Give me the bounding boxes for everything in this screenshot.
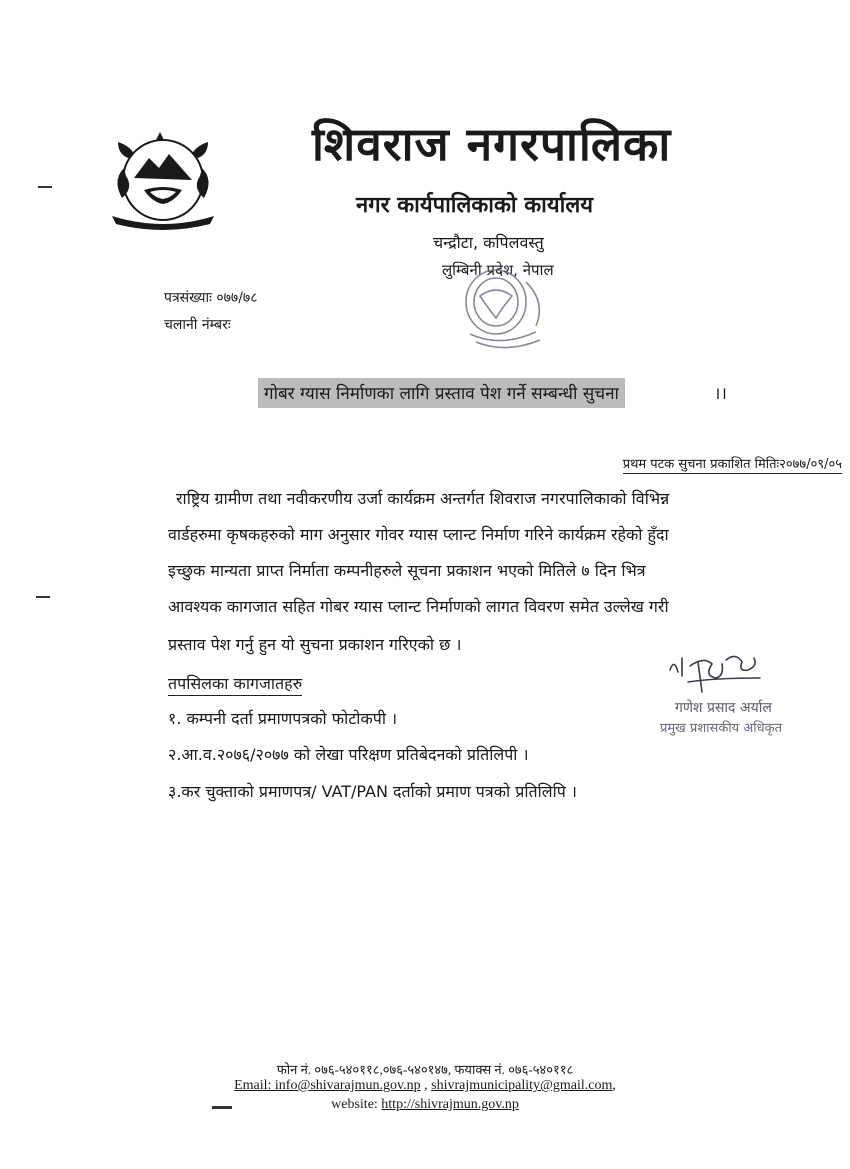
email-end: , xyxy=(612,1078,616,1093)
municipality-seal-stamp-icon xyxy=(440,262,562,354)
body-line: इच्छुक मान्यता प्राप्त निर्माता कम्पनीहरुले सूचना प्रकाशन भएको मितिले ७ दिन भित्र xyxy=(168,561,646,580)
subject-end-mark: ।। xyxy=(714,384,727,404)
body-line: राष्ट्रिय ग्रामीण तथा नवीकरणीय उर्जा कार्यक्रम अन्तर्गत शिवराज नगरपालिकाको विभिन्न xyxy=(176,489,670,508)
document-item: ३.कर चुक्ताको प्रमाणपत्र/ VAT/PAN दर्ताको प्रमाण पत्रको प्रतिलिपि । xyxy=(168,782,577,801)
body-line: आवश्यक कागजात सहित गोबर ग्यास प्लान्ट निर्माणको लागत विवरण समेत उल्लेख गरी xyxy=(168,597,669,616)
body-line: प्रस्ताव पेश गर्नु हुन यो सुचना प्रकाशन गरिएको छ । xyxy=(168,635,462,654)
signer-name: गणेश प्रसाद अर्याल xyxy=(675,700,772,716)
body-line: वार्डहरुमा कृषकहरुको माग अनुसार गोवर ग्यास प्लान्ट निर्माण गरिने कार्यक्रम रहेको हुँदा xyxy=(168,525,669,544)
office-subtitle: नगर कार्यपालिकाको कार्यालय xyxy=(356,193,593,218)
email-link-secondary[interactable]: shivrajmunicipality@gmail.com xyxy=(431,1078,613,1093)
email-link[interactable]: Email: info@shivarajmun.gov.np xyxy=(234,1078,421,1093)
scan-mark xyxy=(36,596,50,598)
address-line-1: चन्द्रौटा, कपिलवस्तु xyxy=(433,233,544,252)
handwritten-signature-icon xyxy=(664,648,764,694)
signer-role: प्रमुख प्रशासकीय अधिकृत xyxy=(660,721,783,736)
footer-email xyxy=(0,1078,850,1094)
documents-heading: तपसिलका कागजातहरु xyxy=(168,672,302,696)
nepal-government-emblem-icon xyxy=(104,128,222,232)
scan-mark xyxy=(38,186,52,188)
address-line-2: लुम्बिनी प्रदेश, नेपाल xyxy=(442,261,554,279)
footer-phone: फोन नं. ०७६-५४०११८,०७६-५४०१४७, फयाक्स नं. ०७६-५४०११८ xyxy=(276,1062,574,1077)
email-separator: , xyxy=(420,1078,432,1093)
office-title: शिवराज नगरपालिका xyxy=(312,117,672,171)
footer-website xyxy=(0,1097,850,1113)
notice-subject: गोबर ग्यास निर्माणका लागि प्रस्ताव पेश गर्ने सम्बन्धी सुचना xyxy=(258,378,625,408)
website-link[interactable]: http://shivrajmun.gov.np xyxy=(381,1097,519,1112)
document-item: २.आ.व.२०७६/२०७७ को लेखा परिक्षण प्रतिबेदनको प्रतिलिपी । xyxy=(168,745,529,764)
letter-number: पत्रसंख्याः ०७७/७८ xyxy=(164,290,258,306)
website-label: website: xyxy=(331,1097,382,1112)
document-item: १. कम्पनी दर्ता प्रमाणपत्रको फोटोकपी । xyxy=(168,709,398,728)
dispatch-number: चलानी नंम्बरः xyxy=(164,317,231,333)
publication-date: प्रथम पटक सुचना प्रकाशित मितिः२०७७/०९/०५ xyxy=(623,454,842,474)
